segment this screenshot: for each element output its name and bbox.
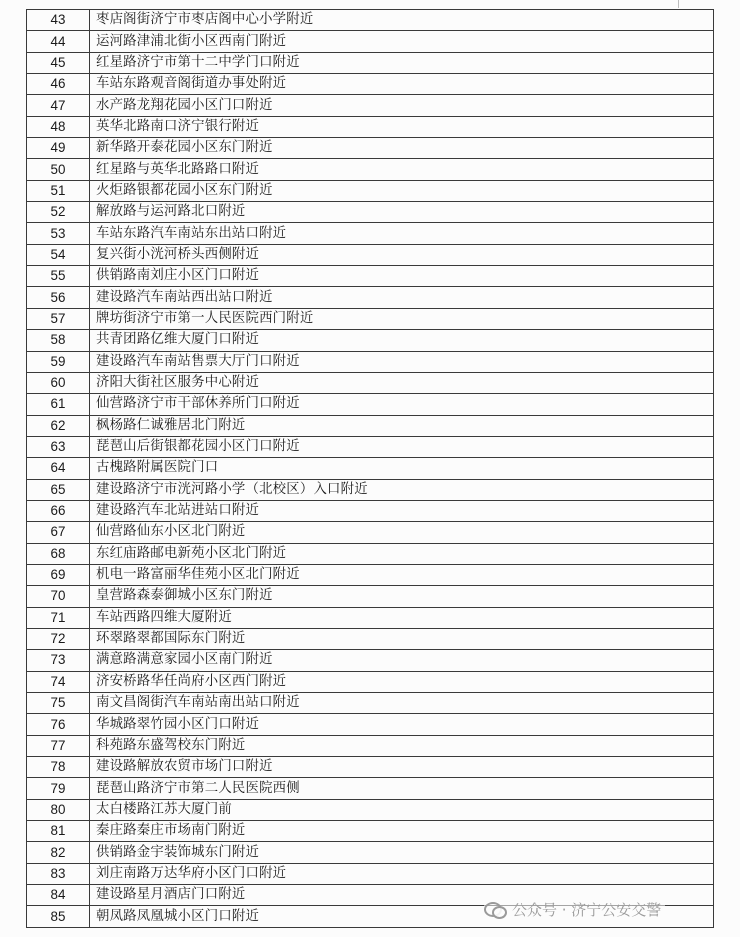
table-row	[27, 693, 714, 714]
row-location: 枣店阁街济宁市枣店阁中心小学附近	[90, 10, 714, 31]
row-location: 牌坊街济宁市第一人民医院西门附近	[90, 308, 714, 329]
row-location: 复兴街小洸河桥头西侧附近	[90, 244, 714, 265]
row-number: 70	[27, 586, 90, 607]
location-table	[26, 9, 714, 928]
row-location: 济阳大街社区服务中心附近	[90, 372, 714, 393]
table-row	[27, 202, 714, 223]
row-number: 73	[27, 650, 90, 671]
row-location: 环翠路翠都国际东门附近	[90, 628, 714, 649]
table-row	[27, 821, 714, 842]
table-row	[27, 138, 714, 159]
row-location: 刘庄南路万达华府小区门口附近	[90, 863, 714, 884]
row-location: 满意路满意家园小区南门附近	[90, 650, 714, 671]
row-number: 85	[27, 906, 90, 927]
row-number: 61	[27, 394, 90, 415]
table-row	[27, 714, 714, 735]
table-row	[27, 31, 714, 52]
row-number: 49	[27, 138, 90, 159]
row-number: 81	[27, 821, 90, 842]
row-number: 65	[27, 479, 90, 500]
row-number: 71	[27, 607, 90, 628]
row-location: 水产路龙翔花园小区门口附近	[90, 95, 714, 116]
row-location: 济安桥路华任尚府小区西门附近	[90, 671, 714, 692]
table-row	[27, 330, 714, 351]
row-number: 48	[27, 116, 90, 137]
table-row	[27, 458, 714, 479]
row-location: 琵琶山后街银都花园小区门口附近	[90, 436, 714, 457]
table-row	[27, 95, 714, 116]
table-row	[27, 500, 714, 521]
row-location: 枫杨路仁诚雅居北门附近	[90, 415, 714, 436]
watermark	[484, 896, 665, 922]
row-location: 古槐路附属医院门口	[90, 458, 714, 479]
row-number: 68	[27, 543, 90, 564]
row-number: 76	[27, 714, 90, 735]
row-location: 红星路济宁市第十二中学门口附近	[90, 52, 714, 73]
row-location: 新华路开泰花园小区东门附近	[90, 138, 714, 159]
table-row	[27, 52, 714, 73]
row-location: 南文昌阁街汽车南站南出站口附近	[90, 693, 714, 714]
row-location: 皇营路森泰御城小区东门附近	[90, 586, 714, 607]
row-number: 59	[27, 351, 90, 372]
table-row	[27, 842, 714, 863]
table-row	[27, 628, 714, 649]
table-row	[27, 223, 714, 244]
table-row	[27, 10, 714, 31]
row-location: 英华北路南口济宁银行附近	[90, 116, 714, 137]
table-row	[27, 479, 714, 500]
row-location: 红星路与英华北路路口附近	[90, 159, 714, 180]
row-location: 供销路南刘庄小区门口附近	[90, 266, 714, 287]
location-table-body	[27, 10, 714, 928]
row-location: 火炬路银都花园小区东门附近	[90, 180, 714, 201]
row-location: 建设路汽车南站售票大厅门口附近	[90, 351, 714, 372]
row-number: 43	[27, 10, 90, 31]
row-number: 78	[27, 757, 90, 778]
table-row	[27, 308, 714, 329]
row-location: 车站东路汽车南站东出站口附近	[90, 223, 714, 244]
table-row	[27, 586, 714, 607]
table-row	[27, 735, 714, 756]
row-location: 仙营路仙东小区北门附近	[90, 522, 714, 543]
row-location: 华城路翠竹园小区门口附近	[90, 714, 714, 735]
row-number: 53	[27, 223, 90, 244]
row-location: 太白楼路江苏大厦门前	[90, 799, 714, 820]
table-row	[27, 74, 714, 95]
table-row	[27, 244, 714, 265]
watermark-text: 公众号 · 济宁公安交警	[512, 900, 662, 919]
table-row	[27, 351, 714, 372]
row-number: 54	[27, 244, 90, 265]
row-location: 秦庄路秦庄市场南门附近	[90, 821, 714, 842]
table-row	[27, 543, 714, 564]
row-location: 建设路济宁市洸河路小学（北校区）入口附近	[90, 479, 714, 500]
row-location: 车站西路四维大厦附近	[90, 607, 714, 628]
row-number: 55	[27, 266, 90, 287]
table-row	[27, 394, 714, 415]
table-row	[27, 799, 714, 820]
row-number: 66	[27, 500, 90, 521]
table-row	[27, 372, 714, 393]
row-location: 琵琶山路济宁市第二人民医院西侧	[90, 778, 714, 799]
row-number: 63	[27, 436, 90, 457]
table-row	[27, 287, 714, 308]
row-number: 83	[27, 863, 90, 884]
table-row	[27, 863, 714, 884]
row-number: 74	[27, 671, 90, 692]
table-row	[27, 757, 714, 778]
row-location: 车站东路观音阁街道办事处附近	[90, 74, 714, 95]
row-location: 机电一路富丽华佳苑小区北门附近	[90, 564, 714, 585]
table-row	[27, 650, 714, 671]
row-location: 建设路星月酒店门口附近	[90, 885, 714, 906]
row-number: 75	[27, 693, 90, 714]
row-number: 77	[27, 735, 90, 756]
table-row	[27, 415, 714, 436]
row-location: 共青团路亿维大厦门口附近	[90, 330, 714, 351]
row-number: 44	[27, 31, 90, 52]
row-location: 科苑路东盛驾校东门附近	[90, 735, 714, 756]
row-number: 45	[27, 52, 90, 73]
table-row	[27, 607, 714, 628]
table-row	[27, 180, 714, 201]
row-location: 解放路与运河路北口附近	[90, 202, 714, 223]
table-row	[27, 564, 714, 585]
row-number: 52	[27, 202, 90, 223]
table-row	[27, 778, 714, 799]
table-row	[27, 671, 714, 692]
row-location: 建设路汽车南站西出站口附近	[90, 287, 714, 308]
row-number: 67	[27, 522, 90, 543]
row-location: 建设路解放农贸市场门口附近	[90, 757, 714, 778]
row-location: 供销路金宇装饰城东门附近	[90, 842, 714, 863]
row-number: 79	[27, 778, 90, 799]
row-number: 62	[27, 415, 90, 436]
row-number: 84	[27, 885, 90, 906]
table-row	[27, 266, 714, 287]
table-row	[27, 116, 714, 137]
row-number: 82	[27, 842, 90, 863]
table-row	[27, 436, 714, 457]
row-location: 建设路汽车北站进站口附近	[90, 500, 714, 521]
row-number: 69	[27, 564, 90, 585]
row-number: 80	[27, 799, 90, 820]
row-number: 46	[27, 74, 90, 95]
row-location: 运河路津浦北街小区西南门附近	[90, 31, 714, 52]
wechat-icon	[484, 900, 506, 918]
row-number: 56	[27, 287, 90, 308]
row-location: 朝凤路凤凰城小区门口附近	[90, 906, 714, 927]
row-number: 72	[27, 628, 90, 649]
row-number: 50	[27, 159, 90, 180]
page-edge-mark	[678, 0, 679, 8]
row-location: 东红庙路邮电新苑小区北门附近	[90, 543, 714, 564]
row-number: 47	[27, 95, 90, 116]
row-number: 57	[27, 308, 90, 329]
table-row	[27, 159, 714, 180]
row-number: 64	[27, 458, 90, 479]
row-number: 51	[27, 180, 90, 201]
row-number: 60	[27, 372, 90, 393]
table-row	[27, 522, 714, 543]
row-location: 仙营路济宁市干部休养所门口附近	[90, 394, 714, 415]
row-number: 58	[27, 330, 90, 351]
